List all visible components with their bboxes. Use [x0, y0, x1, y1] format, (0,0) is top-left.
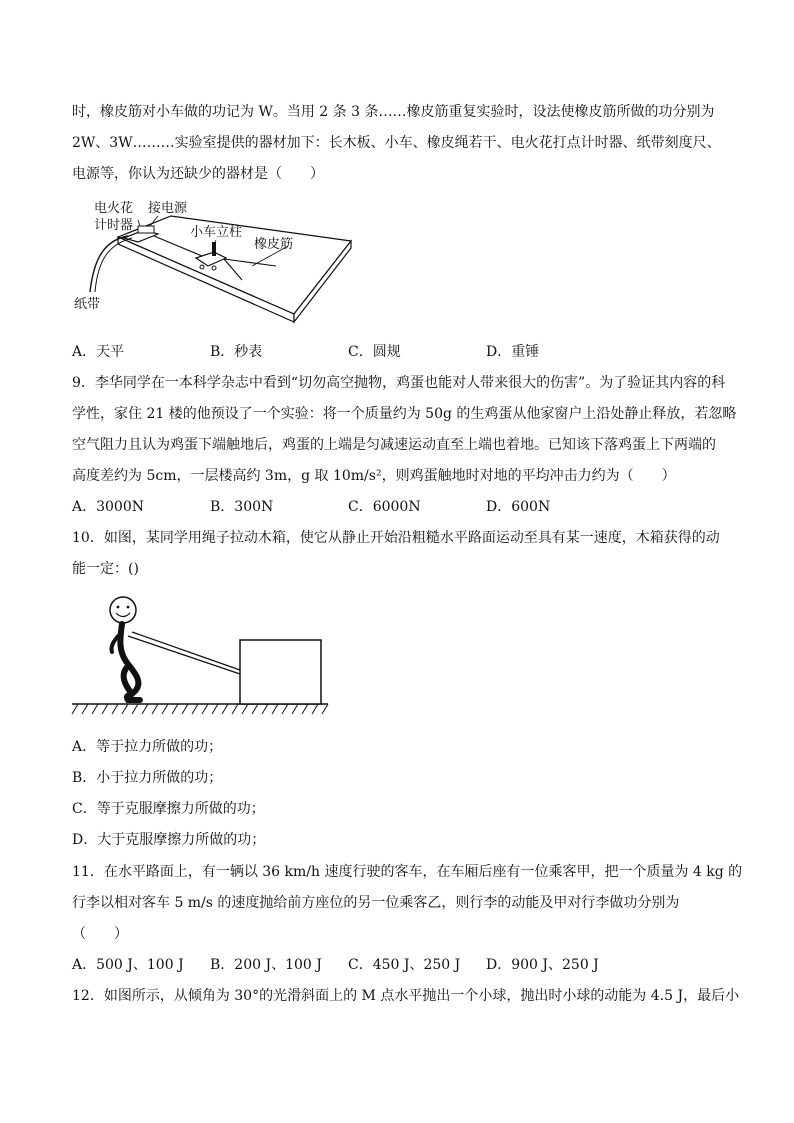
q11-option-d[interactable]: D．900 J、250 J	[486, 957, 599, 973]
q11-line-3: （ ）	[72, 926, 128, 942]
label-timer-2: 计时器	[94, 218, 134, 233]
q9-option-c[interactable]: C．6000N	[348, 499, 421, 515]
q10-line-1: 10．如图，某同学用绳子拉动木箱，使它从静止开始沿粗糙水平路面运动至具有某一速度，木箱获得的动	[72, 530, 720, 546]
label-power: 接电源	[148, 201, 188, 216]
cart-wheel	[200, 265, 204, 269]
q9-line-3: 空气阻力且认为鸡蛋下端触地后，鸡蛋的上端是匀减速运动直至上端也着地。已知该下落鸡蛋上下两端的	[72, 437, 716, 453]
q11-option-c[interactable]: C．450 J、250 J	[348, 957, 461, 973]
q9-options	[72, 497, 722, 517]
cart-wheel	[212, 266, 216, 270]
q8-option-d[interactable]: D．重锤	[486, 344, 540, 360]
q10-option-d[interactable]: D．大于克服摩擦力所做的功；	[72, 832, 266, 848]
q8-options	[72, 342, 722, 362]
q8-line-3: 电源等，你认为还缺少的器材是（ ）	[72, 166, 324, 182]
person-head	[110, 597, 136, 623]
q10-pulling-box-figure	[70, 594, 332, 716]
q9-option-a[interactable]: A．3000N	[72, 499, 144, 515]
wooden-box	[240, 640, 321, 704]
q11-line-2: 行李以相对客车 5 m/s 的速度抛给前方座位的另一位乘客乙，则行李的动能及甲对行李做功分别为	[72, 895, 680, 911]
q8-option-a[interactable]: A．天平	[72, 344, 125, 360]
q10-option-b[interactable]: B．小于拉力所做的功；	[72, 770, 223, 786]
q8-line-2: 2W、3W………实验室提供的器材加下：长木板、小车、橡皮绳若干、电火花打点计时器、纸带刻度尺、	[72, 135, 721, 151]
q11-option-b[interactable]: B．200 J、100 J	[210, 957, 322, 973]
q11-option-a[interactable]: A．500 J、100 J	[72, 957, 184, 973]
q8-option-c[interactable]: C．圆规	[348, 344, 401, 360]
q9-line-4: 高度差约为 5cm，一层楼高约 3m，g 取 10m/s²，则鸡蛋触地时对地的平均冲击力约为（ ）	[72, 468, 676, 484]
spark-timer-top	[138, 226, 154, 233]
label-band: 橡皮筋	[254, 237, 294, 252]
q12-line-1: 12．如图所示，从倾角为 30°的光滑斜面上的 M 点水平抛出一个小球，抛出时小球的动能为 4.5 J，最后小	[72, 988, 740, 1004]
label-post: 小车立柱	[190, 225, 243, 240]
label-tape: 纸带	[74, 297, 101, 312]
q11-line-1: 11．在水平路面上，有一辆以 36 km/h 速度行驶的客车，在车厢后座有一位乘客甲，把一个质量为 4 kg 的	[72, 864, 743, 880]
q11-options	[72, 955, 722, 975]
q10-option-c[interactable]: C．等于克服摩擦力所做的功；	[72, 801, 265, 817]
q9-line-2: 学性，家住 21 楼的他预设了一个实验：将一个质量约为 50g 的生鸡蛋从他家窗户上沿处静止释放，若忽略	[72, 406, 737, 422]
ground-hatch	[72, 704, 328, 714]
q10-line-2: 能一定：()	[72, 561, 139, 577]
q8-option-b[interactable]: B．秒表	[210, 344, 263, 360]
q9-line-1: 9．李华同学在一本科学杂志中看到“切勿高空抛物，鸡蛋也能对人带来很大的伤害”。为了验证其内容的科	[72, 375, 726, 391]
q8-line-1: 时，橡皮筋对小车做的功记为 W。当用 2 条 3 条……橡皮筋重复实验时，设法使橡皮筋所做的功分别为	[72, 104, 715, 120]
q10-option-a[interactable]: A．等于拉力所做的功；	[72, 739, 223, 755]
label-timer-1: 电火花	[94, 201, 134, 216]
q9-option-d[interactable]: D．600N	[486, 499, 551, 515]
rope	[132, 632, 240, 670]
q8-apparatus-figure	[66, 196, 366, 336]
q9-option-b[interactable]: B．300N	[210, 499, 274, 515]
cart-post	[212, 242, 216, 256]
